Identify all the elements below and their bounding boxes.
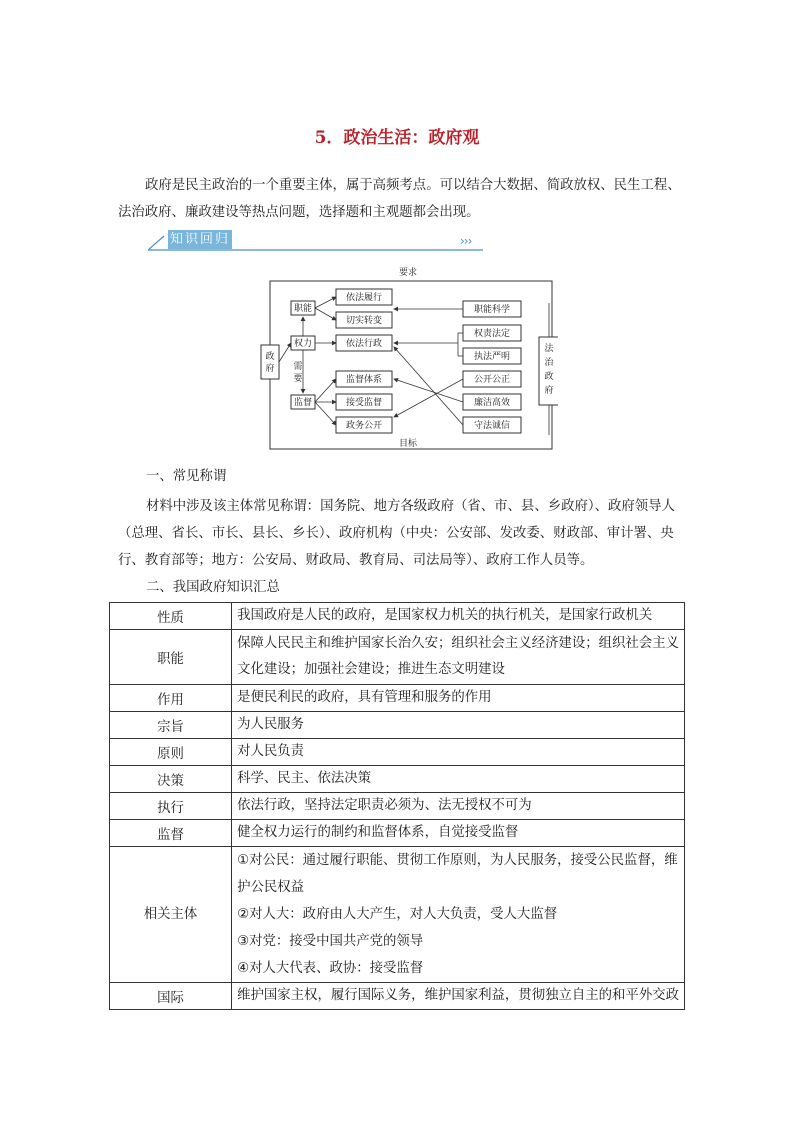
table-row <box>110 983 685 1010</box>
table-key-cell: 决策 <box>110 766 232 793</box>
table-value-cell: 对人民负责 <box>232 739 685 766</box>
table-row <box>110 847 685 983</box>
diagram-right-label-4: 公开公正 <box>473 375 511 385</box>
table-row <box>110 712 685 739</box>
diagram-center-label-5: 接受监督 <box>345 398 383 408</box>
diagram-need-label-1: 需 <box>293 362 303 372</box>
diagram-center-label-6: 政务公开 <box>345 421 383 431</box>
diagram-rule-char4: 府 <box>544 386 554 396</box>
table-value-cell: 我国政府是人民的政府，是国家权力机关的执行机关，是国家行政机关 <box>232 603 685 630</box>
table-row <box>110 739 685 766</box>
government-diagram <box>258 263 558 453</box>
table-value-cell: 保障人民民主和维护国家长治久安；组织社会主义经济建设；组织社会主义文化建设；加强社会建设；推进生态文明建设 <box>232 630 685 685</box>
table-row <box>110 766 685 793</box>
intro-paragraph: 政府是民主政治的一个重要主体，属于高频考点。可以结合大数据、简政放权、民生工程、法治政府、廉政建设等热点问题，选择题和主观题都会出现。 <box>118 178 681 220</box>
government-knowledge-table <box>109 602 685 1010</box>
table-key-cell: 原则 <box>110 739 232 766</box>
diagram-government-char2: 府 <box>265 364 275 374</box>
banner-label: 知识回归 <box>170 232 231 247</box>
diagram-connectors <box>279 297 549 435</box>
diagram-function-label: 职能 <box>293 304 313 314</box>
diagram-right-label-3: 执法严明 <box>473 352 511 362</box>
table-key-cell: 宗旨 <box>110 712 232 739</box>
table-key-cell: 国际 <box>110 983 232 1010</box>
table-value-cell <box>232 847 685 983</box>
diagram-right-label-6: 守法诚信 <box>473 421 511 431</box>
table-value-cell: 为人民服务 <box>232 712 685 739</box>
table-value-cell: 是便民利民的政府，具有管理和服务的作用 <box>232 685 685 712</box>
diagram-government-char1: 政 <box>265 352 275 362</box>
table-key-cell: 职能 <box>110 630 232 685</box>
diagram-supervise-label: 监督 <box>293 398 313 408</box>
table-value-line: ④对人大代表、政协：接受监督 <box>237 961 424 976</box>
table-key-cell: 监督 <box>110 820 232 847</box>
table-key-cell: 相关主体 <box>110 847 232 983</box>
diagram-center-label-4: 监督体系 <box>345 375 383 385</box>
table-value-cell: 健全权力运行的制约和监督体系，自觉接受监督 <box>232 820 685 847</box>
page-title: 5．政治生活：政府观 <box>314 128 480 148</box>
knowledge-banner <box>148 228 488 254</box>
table-key-cell: 执行 <box>110 793 232 820</box>
table-value-cell: 科学、民主、依法决策 <box>232 766 685 793</box>
diagram-right-label-1: 职能科学 <box>473 305 511 315</box>
table-value-cell: 维护国家主权，履行国际义务，维护国家利益，贯彻独立自主的和平外交政 <box>232 983 685 1010</box>
section1-body: 材料中涉及该主体常见称谓：国务院、地方各级政府（省、市、县、乡政府）、政府领导人（总理、省长、市长、县长、乡长）、政府机构（中央：公安部、发改委、财政部、审计署、央行、教育部等；地方：公安局、财政局、教育局、司法局等）、政府工作人员等。 <box>118 499 675 568</box>
diagram-top-label: 要求 <box>398 268 418 278</box>
table-row <box>110 603 685 630</box>
diagram-center-label-3: 依法行政 <box>345 339 383 349</box>
table-value-line: ③对党：接受中国共产党的领导 <box>237 934 424 949</box>
table-row <box>110 685 685 712</box>
diagram-bottom-label: 目标 <box>398 439 418 449</box>
diagram-right-label-2: 权责法定 <box>473 329 511 339</box>
diagram-rule-char1: 法 <box>544 344 554 354</box>
section2-heading: 二、我国政府知识汇总 <box>146 580 280 595</box>
table-row <box>110 630 685 685</box>
diagram-rule-char3: 政 <box>544 372 554 382</box>
table-row <box>110 820 685 847</box>
table-row <box>110 793 685 820</box>
section1-heading: 一、常见称谓 <box>146 469 227 484</box>
table-value-line: ②对人大：政府由人大产生，对人大负责，受人大监督 <box>237 907 558 922</box>
diagram-center-label-1: 依法履行 <box>345 293 383 303</box>
table-value-cell: 依法行政，坚持法定职责必须为、法无授权不可为 <box>232 793 685 820</box>
diagram-center-label-2: 切实转变 <box>345 316 383 326</box>
diagram-rule-char2: 治 <box>544 358 554 368</box>
diagram-right-label-5: 廉洁高效 <box>473 398 511 408</box>
diagram-power-label: 权力 <box>293 339 313 349</box>
diagram-need-label-2: 要 <box>293 374 303 384</box>
banner-arrows-icon: ››› <box>460 234 472 248</box>
table-key-cell: 作用 <box>110 685 232 712</box>
table-key-cell: 性质 <box>110 603 232 630</box>
table-value-line: ①对公民：通过履行职能、贯彻工作原则，为人民服务，接受公民监督，维护公民权益 <box>237 853 678 895</box>
